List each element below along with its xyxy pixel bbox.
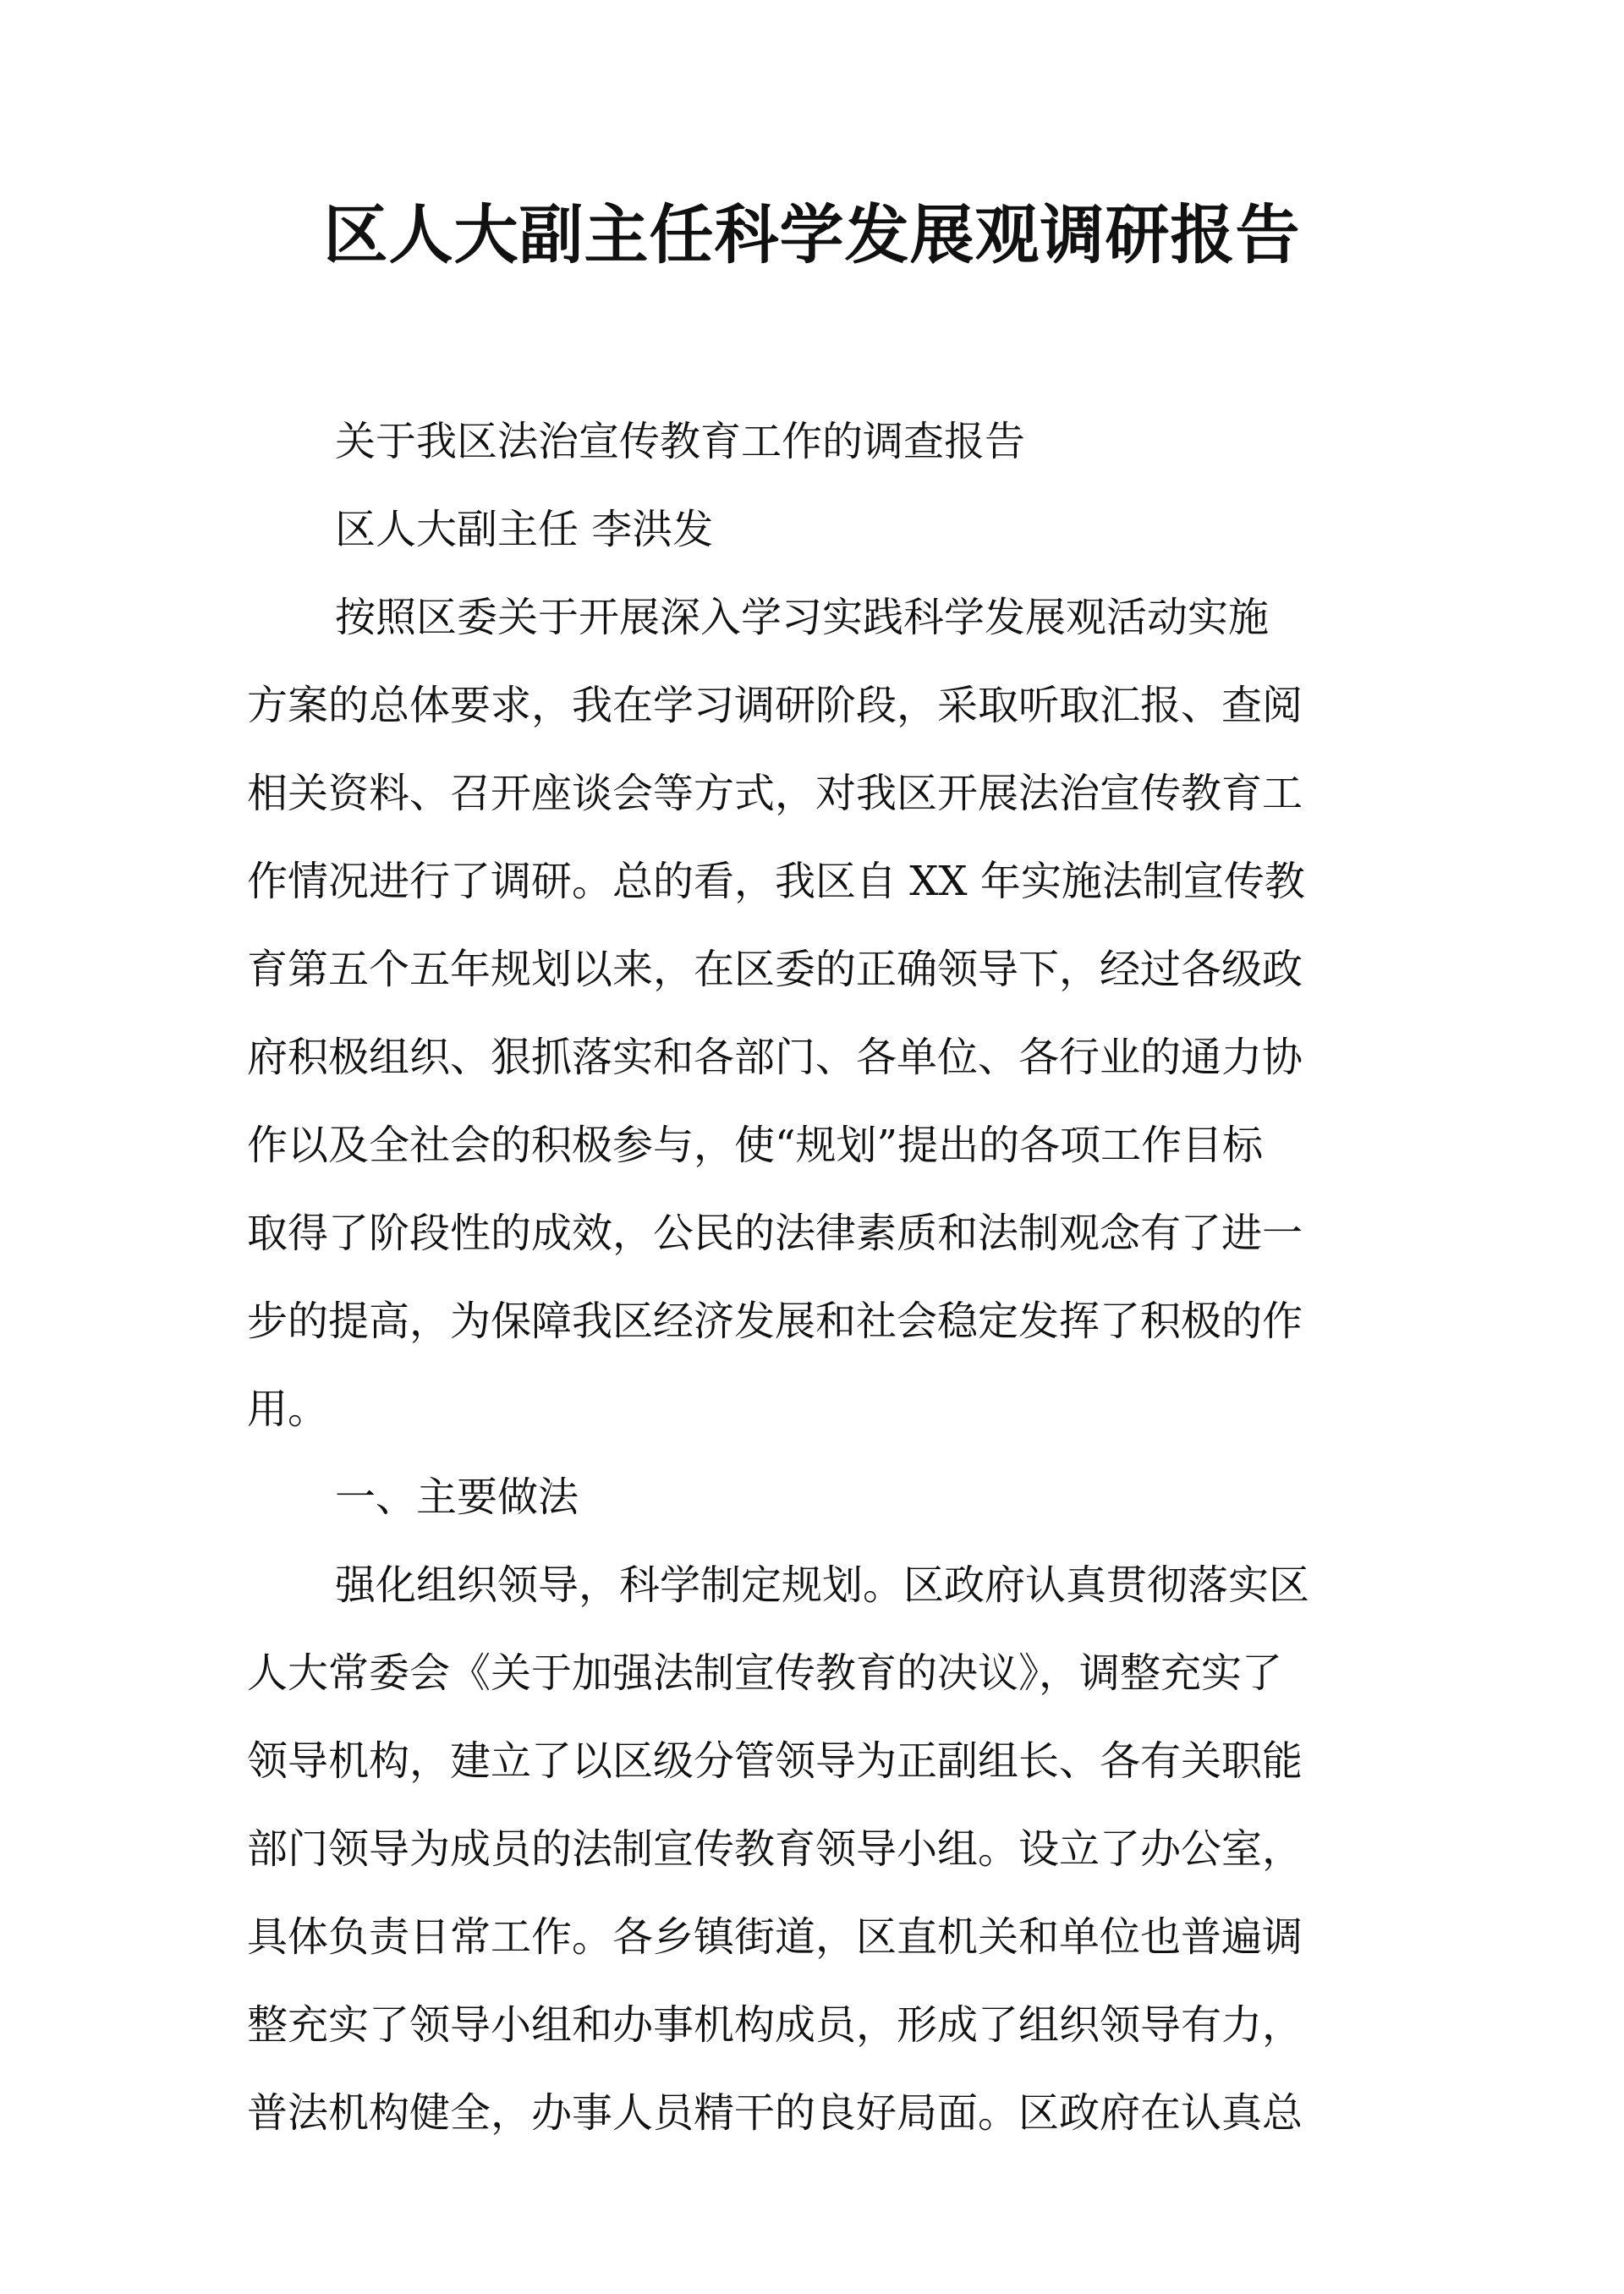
document-body (247, 398, 1385, 2157)
body-line: 方案的总体要求，我在学习调研阶段，采取听取汇报、查阅 (247, 682, 1303, 729)
body-line: 关于我区法治宣传教育工作的调查报告 (335, 418, 1026, 465)
body-line: 区人大副主任 李洪发 (335, 506, 714, 553)
body-line: 强化组织领导，科学制定规划。区政府认真贯彻落实区 (335, 1561, 1310, 1609)
body-line: 作以及全社会的积极参与，使“规划”提出的各项工作目标 (247, 1122, 1264, 1169)
body-line: 整充实了领导小组和办事机构成员，形成了组织领导有力， (247, 2001, 1303, 2049)
body-line: 育第五个五年规划以来，在区委的正确领导下，经过各级政 (247, 946, 1303, 993)
body-line: 用。 (247, 1386, 329, 1433)
body-line: 府积极组织、狠抓落实和各部门、各单位、各行业的通力协 (247, 1034, 1303, 1081)
body-line: 人大常委会《关于加强法制宣传教育的决议》，调整充实了 (247, 1649, 1283, 1697)
body-line: 按照区委关于开展深入学习实践科学发展观活动实施 (335, 594, 1270, 641)
document-title: 区人大副主任科学发展观调研报告 (323, 197, 1301, 272)
body-line: 相关资料、召开座谈会等方式，对我区开展法治宣传教育工 (247, 770, 1303, 817)
body-line: 领导机构，建立了以区级分管领导为正副组长、各有关职能 (247, 1737, 1303, 1785)
body-line: 具体负责日常工作。各乡镇街道，区直机关和单位也普遍调 (247, 1913, 1303, 1961)
body-line: 部门领导为成员的法制宣传教育领导小组。设立了办公室， (247, 1825, 1303, 1873)
body-line: 作情况进行了调研。总的看，我区自 XX 年实施法制宣传教 (247, 858, 1305, 905)
body-line: 普法机构健全，办事人员精干的良好局面。区政府在认真总 (247, 2089, 1303, 2137)
body-line: 取得了阶段性的成效，公民的法律素质和法制观念有了进一 (247, 1210, 1303, 1257)
body-line: 步的提高，为保障我区经济发展和社会稳定发挥了积极的作 (247, 1298, 1303, 1345)
body-line: 一、主要做法 (335, 1474, 579, 1521)
